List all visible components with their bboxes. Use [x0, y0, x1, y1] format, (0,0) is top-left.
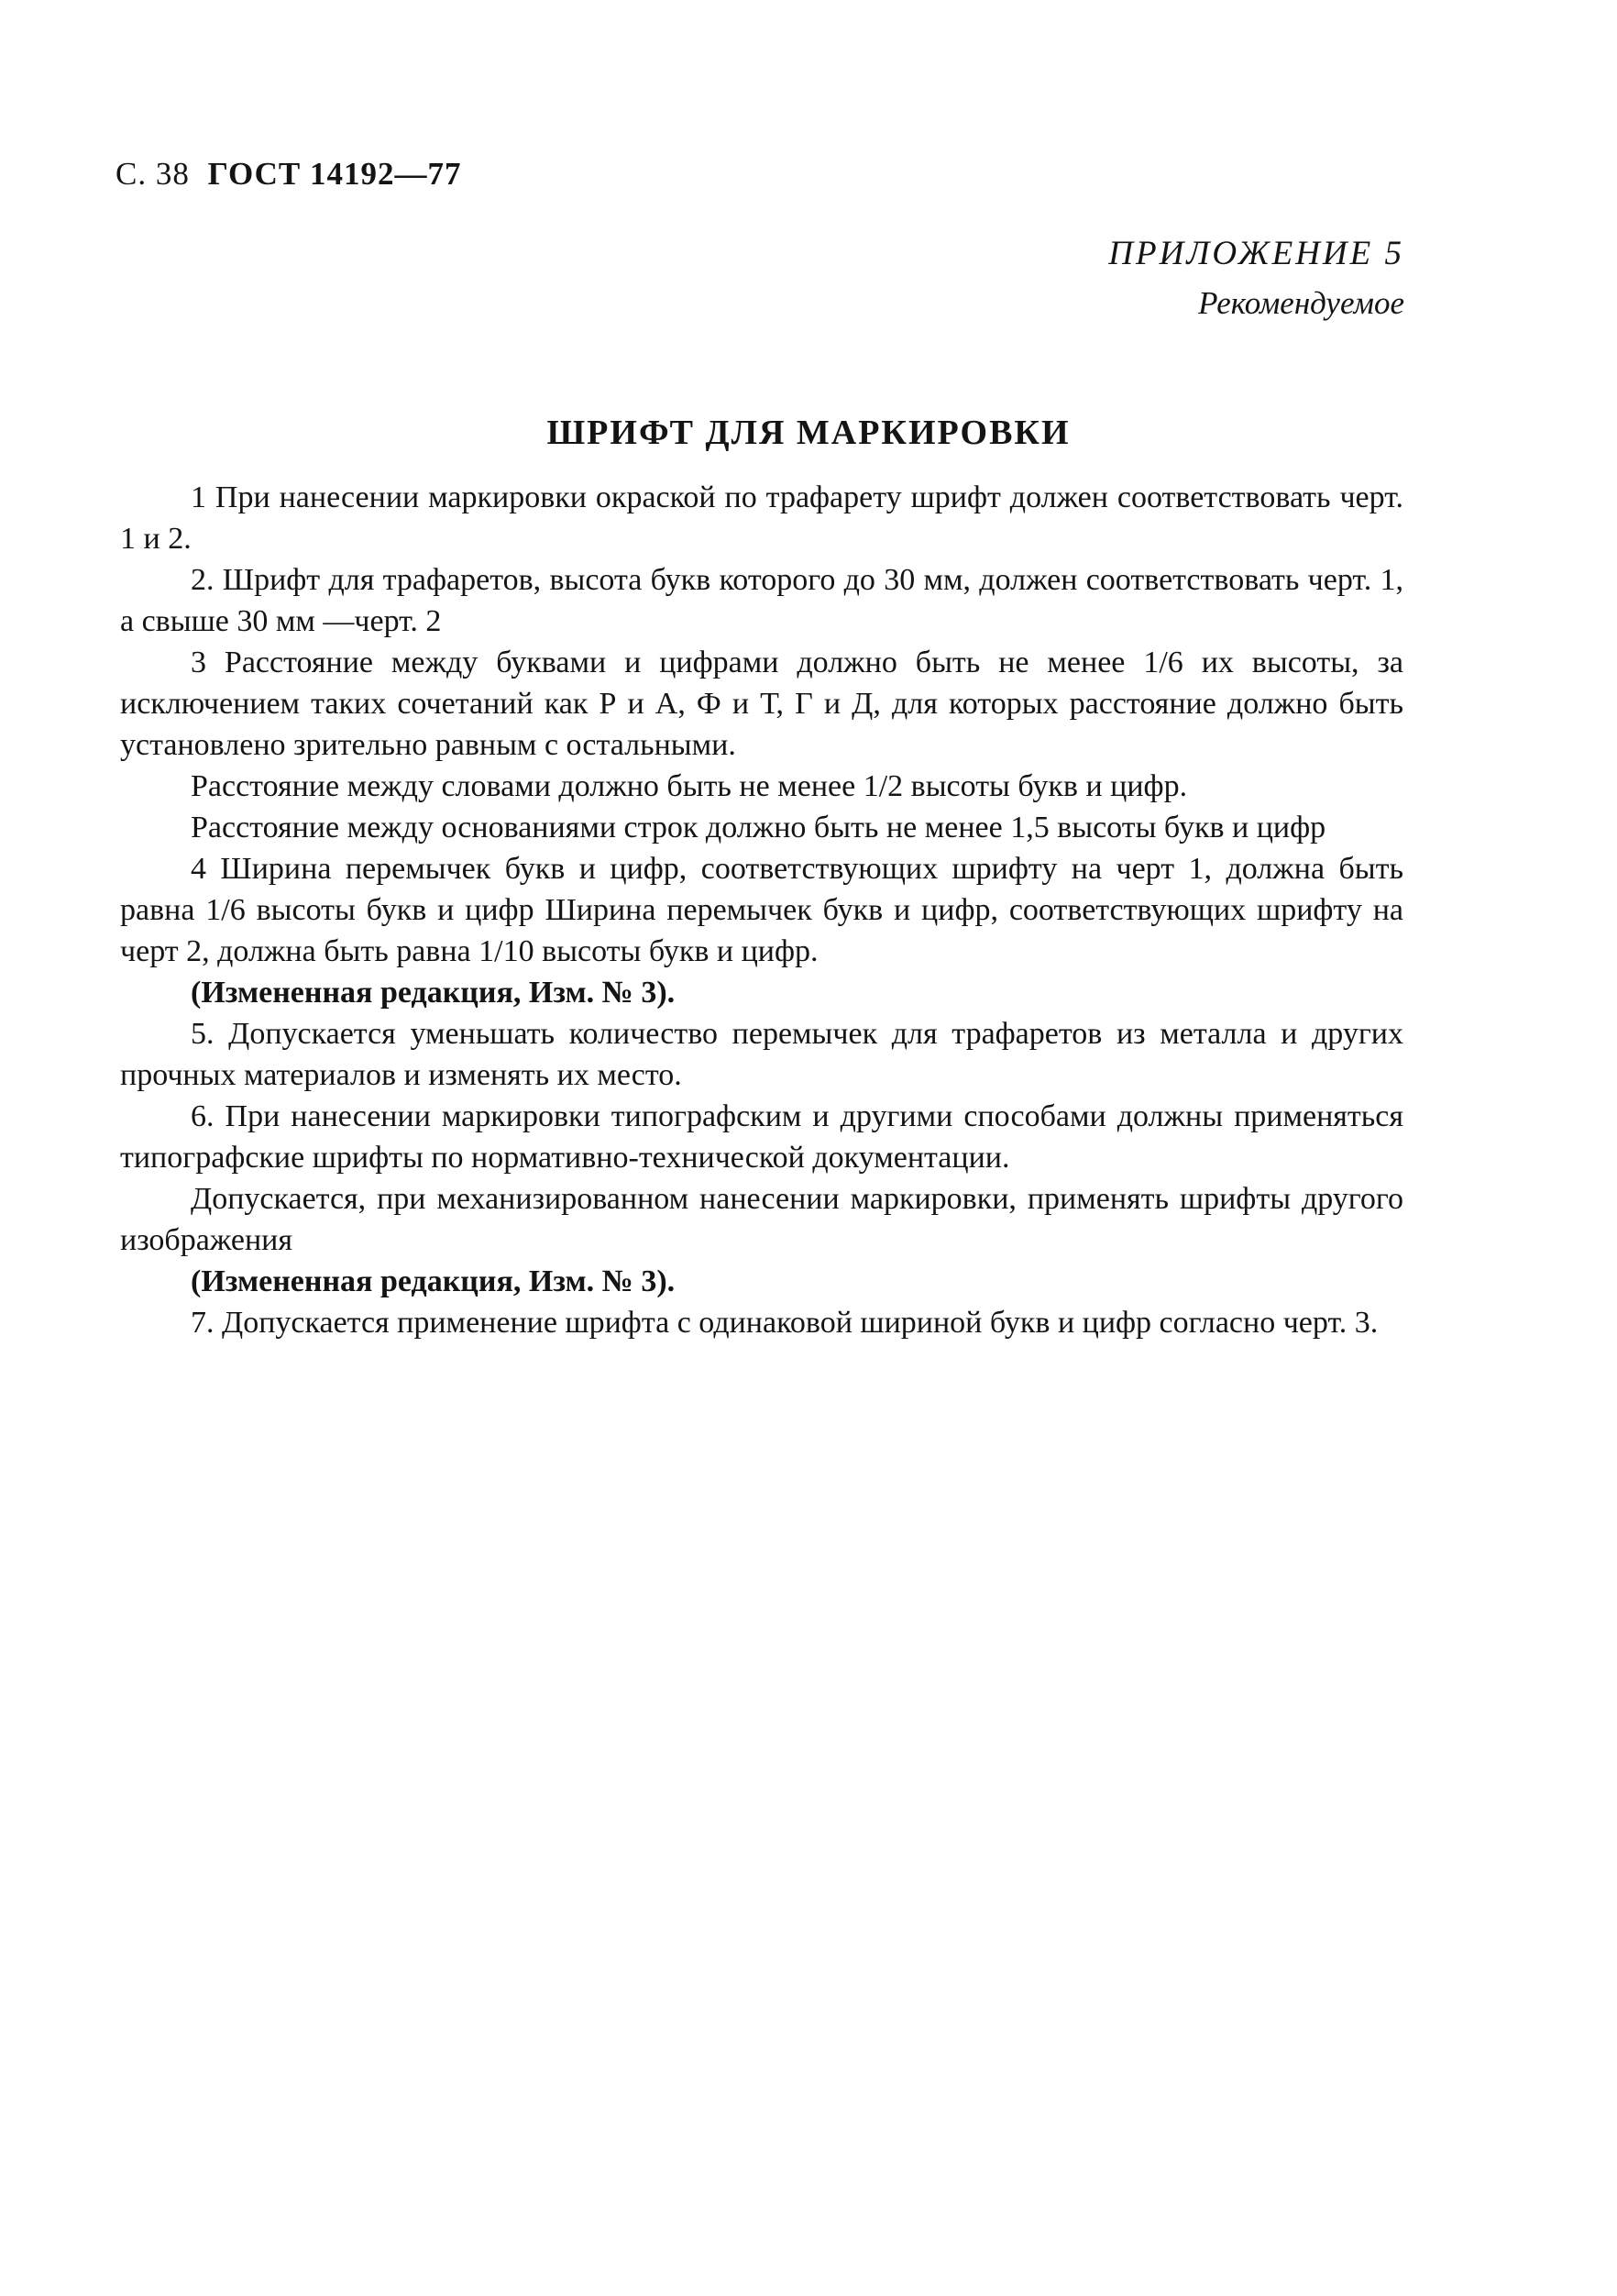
page-number: С. 38 [116, 156, 190, 192]
appendix-block [1108, 229, 1404, 326]
paragraph-5: 5. Допускается уменьшать количество перемычек для трафаретов из металла и других прочных материалов и изменять их место. [120, 1017, 1403, 1092]
paragraph-3: 3 Расстояние между буквами и цифрами должно быть не менее 1/6 их высоты, за исключением таких сочетаний как Р и А, Ф и Т, Г и Д, для которых расстояние должно быть установлено зрительно равным с остальными. [120, 646, 1403, 762]
paragraph-6-mechanized: Допускается, при механизированном нанесении маркировки, применять шрифты другого изображения [120, 1182, 1403, 1257]
paragraph-1: 1 При нанесении маркировки окраской по трафарету шрифт должен соответствовать черт. 1 и 2. [120, 480, 1403, 556]
body-text [120, 477, 1403, 1343]
appendix-status: Рекомендуемое [1198, 285, 1404, 321]
paragraph-3-words: Расстояние между словами должно быть не менее 1/2 высоты букв и цифр. [191, 769, 1188, 803]
standard-designation: ГОСТ 14192—77 [207, 156, 462, 192]
paragraph-4: 4 Ширина перемычек букв и цифр, соответствующих шрифту на черт 1, должна быть равна 1/6 высоты букв и цифр Ширина перемычек букв и цифр, соответствующих шрифту на черт 2, должна быть равна 1/10 высоты букв и цифр. [120, 852, 1403, 968]
amendment-note: (Измененная редакция, Изм. № 3). [191, 1264, 676, 1298]
paragraph-6: 6. При нанесении маркировки типографским и другими способами должны применяться типографские шрифты по нормативно-технической документации. [120, 1099, 1403, 1175]
document-title: ШРИФТ ДЛЯ МАРКИРОВКИ [546, 414, 1071, 452]
paragraph-2: 2. Шрифт для трафаретов, высота букв которого до 30 мм, должен соответствовать черт. 1, а свыше 30 мм —черт. 2 [120, 563, 1403, 638]
appendix-title: ПРИЛОЖЕНИЕ 5 [1108, 235, 1404, 272]
amendment-note: (Измененная редакция, Изм. № 3). [191, 976, 676, 1010]
paragraph-7: 7. Допускается применение шрифта с одинаковой шириной букв и цифр согласно черт. 3. [191, 1306, 1379, 1340]
paragraph-3-lines: Расстояние между основаниями строк должно быть не менее 1,5 высоты букв и цифр [191, 811, 1326, 844]
page-header [116, 156, 462, 193]
